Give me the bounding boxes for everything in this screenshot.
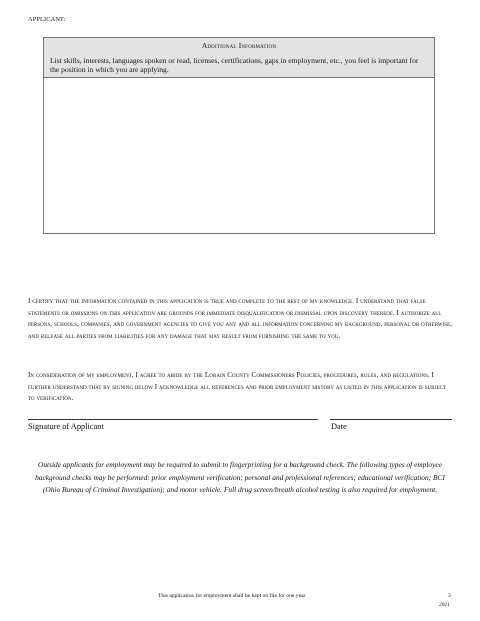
footer-retention-note: This application for employment shall be kept on file for one year [158, 593, 306, 599]
signature-label: Signature of Applicant [28, 422, 104, 431]
additional-information-instructions: List skills, interests, languages spoken or read, licenses, certifications, gaps in employment, etc., you feel is important for the position in which you are applying. [50, 56, 419, 74]
additional-information-box [43, 37, 435, 234]
date-line[interactable] [330, 419, 452, 420]
background-check-notice: Outside applicants for employment may be required to submit to fingerprinting for a background check. The following types of employee background checks may be performed: prior employment verification; personal and professional references; educational verification; BCI (Ohio Bureau of Criminal Investigation); and motor vehicle. Full drug screen/breath alcohol testing is also required for employment. [35, 460, 445, 494]
additional-information-header [44, 38, 434, 78]
additional-information-title: Additional Information [201, 41, 277, 50]
additional-information-field[interactable] [44, 78, 434, 234]
date-label: Date [331, 422, 347, 431]
footer-year: 2021 [439, 602, 450, 608]
applicant-label: APPLICANT: [28, 16, 66, 23]
consent-paragraph: In consideration of my employment, I agree to abide by the Lorain County Commissioners Policies, procedures, rules, and regulations. I further understand that by signing below I acknowledge all references and prior employment history as listed in this application is subject to verification. [28, 371, 447, 402]
page-number: 3 [448, 593, 451, 599]
signature-line[interactable] [28, 419, 318, 420]
certification-paragraph: I certify that the information contained in this application is true and complete to the best of my knowledge. I understand that false statements or omissions on this application are grounds for immediate disqualification or dismissal upon discovery thereof. I authorize all persons, schools, companies, and government agencies to give you any and all information concerning my background, personal or otherwise, and release all parties from liabilities for any damage that may result from furnishing the same to you. [28, 297, 453, 340]
